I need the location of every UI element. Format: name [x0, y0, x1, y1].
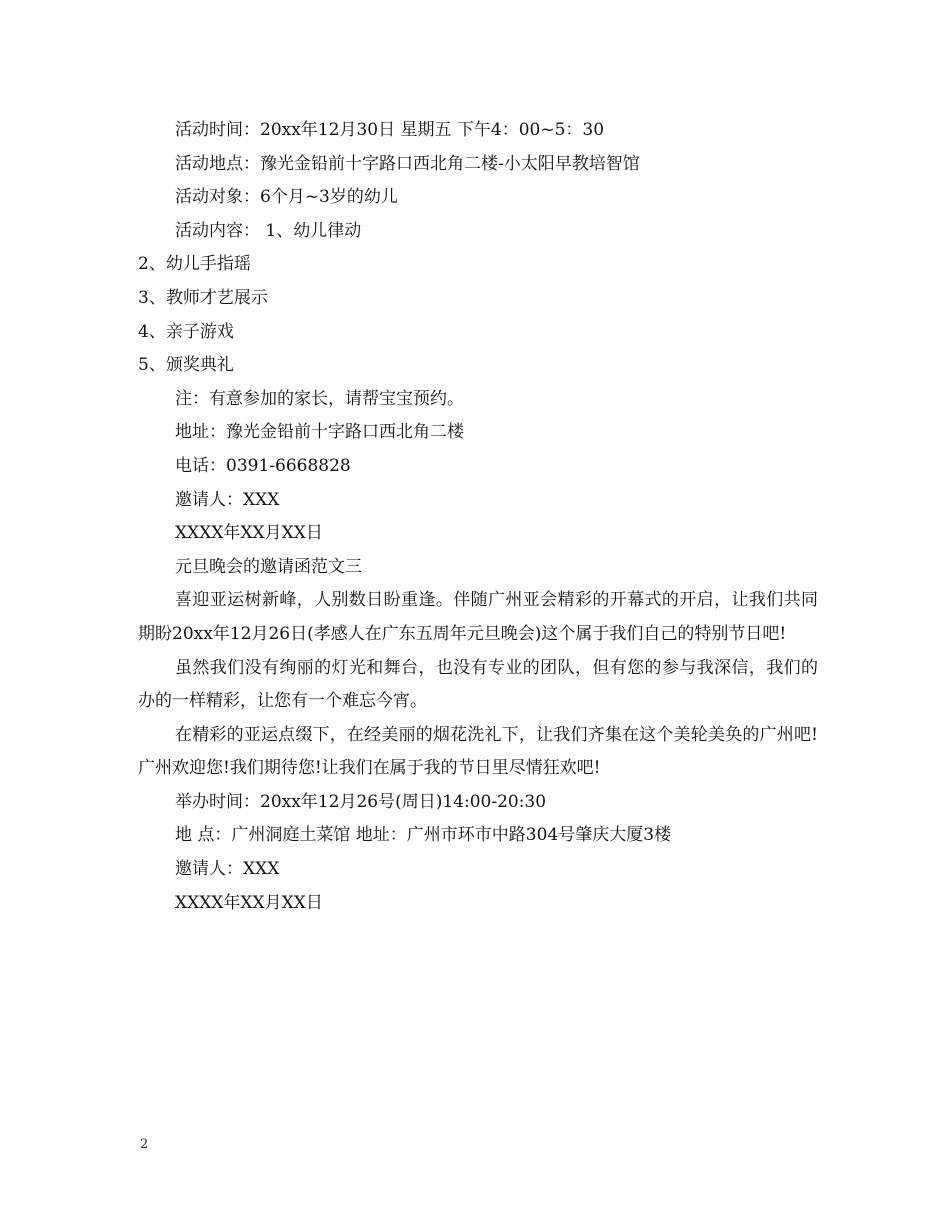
address: 地址：豫光金铅前十字路口西北角二楼	[175, 422, 464, 443]
event-inviter: 邀请人：XXX	[175, 859, 280, 880]
paragraph-2: 虽然我们没有绚丽的灯光和舞台，也没有专业的团队，但有您的参与我深信，我们的办的一样精彩，让您有一个难忘今宵。	[138, 657, 818, 712]
page-number: 2	[140, 1137, 149, 1152]
content-item-3: 3、教师才艺展示	[138, 287, 268, 308]
paragraph-3: 在精彩的亚运点缀下，在经美丽的烟花洗礼下，让我们齐集在这个美轮美奂的广州吧!广州欢迎您!我们期待您!让我们在属于我的节日里尽情狂欢吧!	[138, 724, 818, 779]
activity-audience: 活动对象：6个月~3岁的幼儿	[175, 187, 398, 208]
document-body	[138, 114, 818, 920]
event-time: 举办时间：20xx年12月26号(周日)14:00-20:30	[175, 791, 547, 812]
phone: 电话：0391-6668828	[175, 455, 351, 476]
content-item-4: 4、亲子游戏	[138, 321, 234, 342]
event-place: 地 点：广州洞庭土菜馆 地址：广州市环市中路304号肇庆大厦3楼	[175, 825, 672, 846]
content-item-5: 5、颁奖典礼	[138, 355, 234, 376]
event-date: XXXX年XX月XX日	[175, 892, 323, 913]
note: 注：有意参加的家长，请帮宝宝预约。	[175, 388, 464, 409]
activity-time: 活动时间：20xx年12月30日 星期五 下午4：00~5：30	[175, 120, 605, 140]
date: XXXX年XX月XX日	[175, 523, 323, 544]
paragraph-1: 喜迎亚运树新峰，人别数日盼重逢。伴随广州亚会精彩的开幕式的开启，让我们共同期盼20xx年12月26日(孝感人在广东五周年元旦晚会)这个属于我们自己的特别节日吧!	[138, 590, 818, 644]
activity-content: 活动内容： 1、幼儿律动	[175, 220, 362, 241]
section-heading: 元旦晚会的邀请函范文三	[175, 556, 362, 577]
activity-location: 活动地点：豫光金铅前十字路口西北角二楼-小太阳早教培智馆	[175, 153, 640, 174]
inviter: 邀请人：XXX	[175, 489, 280, 510]
content-item-2: 2、幼儿手指瑶	[138, 254, 251, 275]
